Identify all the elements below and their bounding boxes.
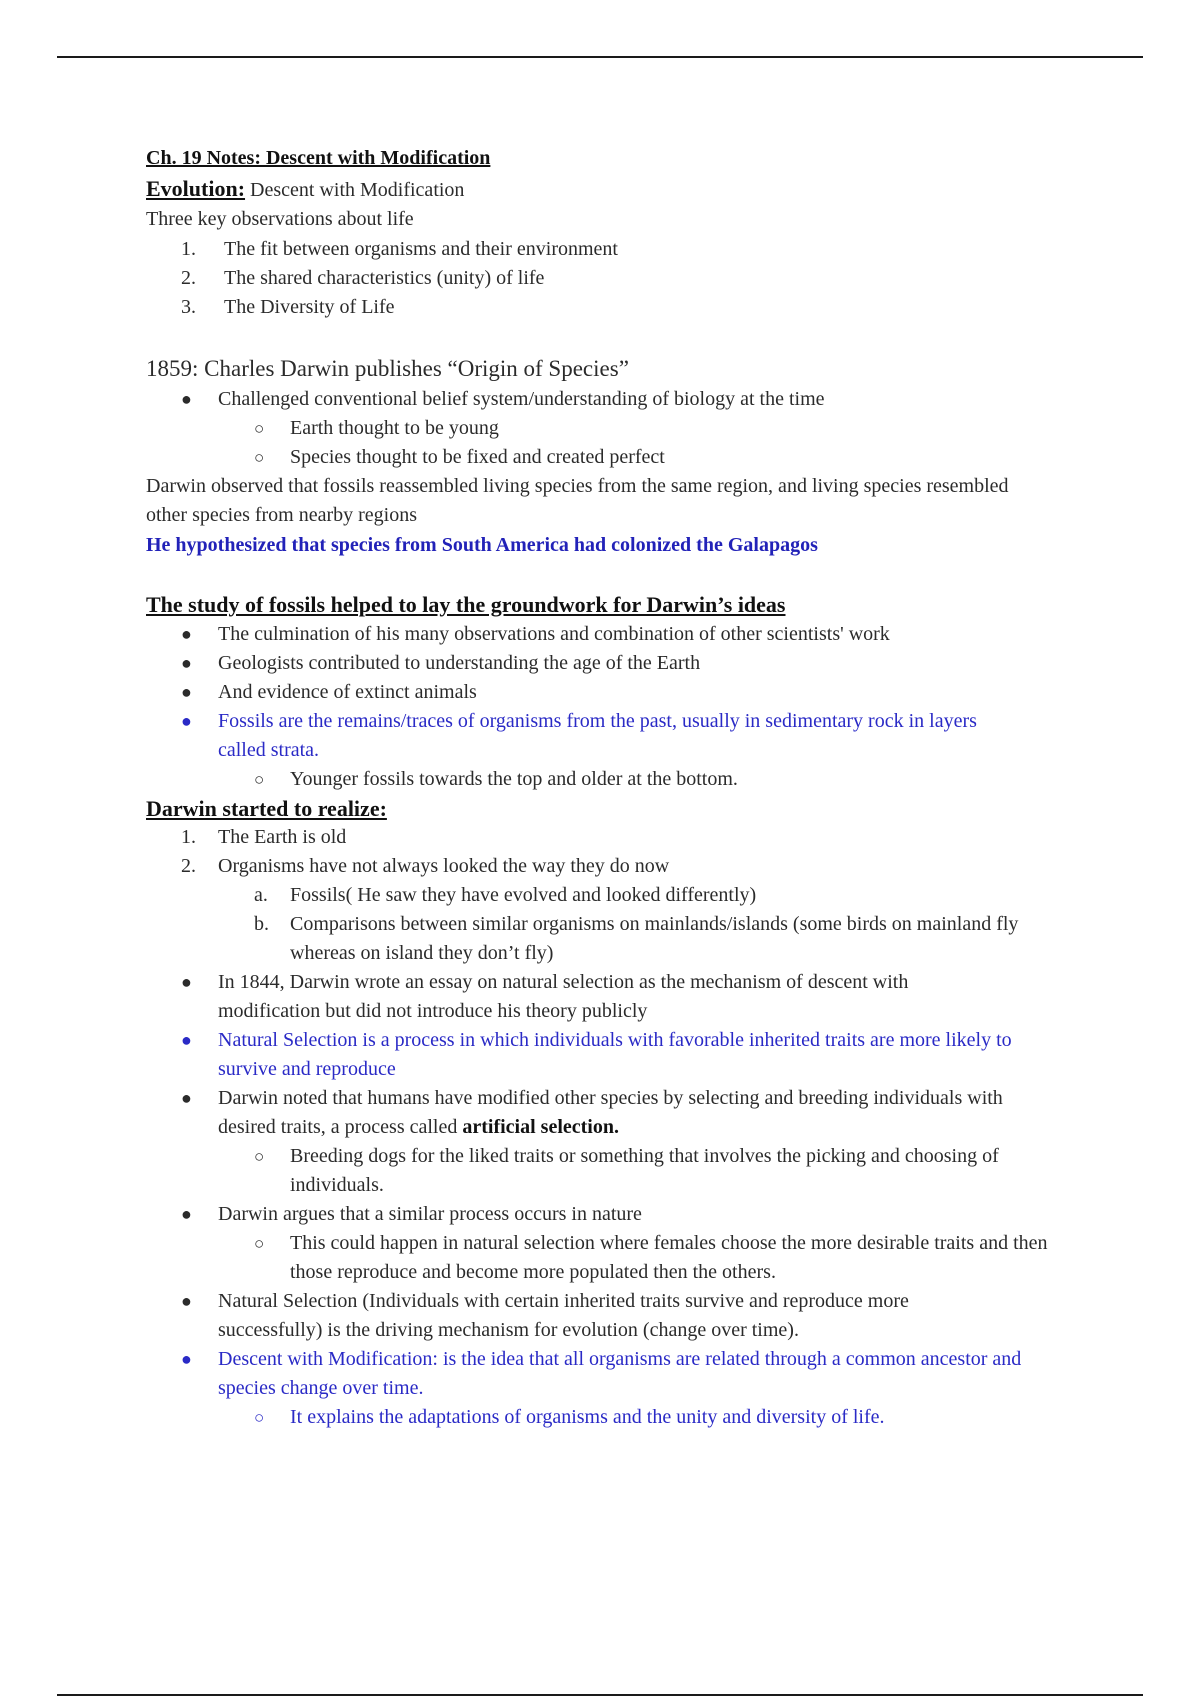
bullet-icon: ● <box>181 1204 192 1224</box>
list-item: ○ It explains the adaptations of organisms and the unity and diversity of life. <box>146 1403 1106 1432</box>
list-item: 2. Organisms have not always looked the way they do now <box>146 852 1106 881</box>
list-item: ● Natural Selection (Individuals with certain inherited traits survive and reproduce more successfully) is the driving mechanism for evolution (change over time). <box>146 1287 998 1345</box>
list-item: b. Comparisons between similar organisms on mainlands/islands (some birds on mainland fly whereas on island they don’t fly) <box>146 910 1060 968</box>
hypothesis-line: He hypothesized that species from South America had colonized the Galapagos <box>146 533 818 556</box>
list-item: ○ Younger fossils towards the top and older at the bottom. <box>146 765 1106 794</box>
bullet-icon: ● <box>181 388 192 409</box>
darwin-observed-paragraph: Darwin observed that fossils reassembled living species from the same region, and living species resembled other species from nearby regions <box>146 474 1009 526</box>
section-spacer <box>146 560 1106 590</box>
realize-heading: Darwin started to realize: <box>146 795 387 821</box>
list-item: a. Fossils( He saw they have evolved and looked differently) <box>146 881 1106 910</box>
list-marker: 2. <box>181 855 196 877</box>
bottom-rule <box>57 1694 1143 1696</box>
darwin-1859-list <box>146 385 1106 472</box>
list-item: ○ Earth thought to be young <box>146 414 1106 443</box>
list-marker: 1. <box>181 237 196 260</box>
circle-bullet-icon: ○ <box>254 1147 265 1166</box>
list-item: ● Darwin argues that a similar process occurs in nature <box>146 1200 1106 1229</box>
notes-page <box>146 144 1106 1432</box>
evolution-label: Evolution: <box>146 175 246 201</box>
bullet-icon: ● <box>181 1088 192 1108</box>
circle-bullet-icon: ○ <box>254 418 265 438</box>
bullet-icon: ● <box>181 972 192 992</box>
list-item: ● Descent with Modification: is the idea that all organisms are related through a common ancestor and species change over time. <box>146 1345 1028 1403</box>
list-item: ● And evidence of extinct animals <box>146 678 1106 707</box>
list-item: ● In 1844, Darwin wrote an essay on natural selection as the mechanism of descent with modification but did not introduce his theory publicly <box>146 968 1008 1026</box>
list-item: 1. The Earth is old <box>146 823 1106 852</box>
list-marker: 1. <box>181 826 196 848</box>
list-item: ● Darwin noted that humans have modified other species by selecting and breeding individuals with desired traits, a process called artificial selection. <box>146 1084 1048 1142</box>
list-marker: b. <box>254 913 269 935</box>
list-marker: 3. <box>181 295 196 318</box>
evolution-text: Descent with Modification <box>245 178 465 201</box>
circle-bullet-icon: ○ <box>254 769 265 789</box>
evolution-line <box>146 174 1106 206</box>
artificial-selection-term: artificial selection. <box>462 1116 619 1138</box>
observations-intro: Three key observations about life <box>146 208 414 230</box>
bullet-icon: ● <box>181 652 192 673</box>
circle-bullet-icon: ○ <box>254 447 265 467</box>
bullet-icon: ● <box>181 1349 192 1369</box>
bullet-icon: ● <box>181 1030 192 1050</box>
observations-list <box>146 235 1106 322</box>
list-item: 2. The shared characteristics (unity) of life <box>146 264 1106 293</box>
list-item: 1. The fit between organisms and their environment <box>146 235 1106 264</box>
section-spacer <box>146 322 1106 352</box>
selection-list <box>146 968 1106 1432</box>
fossils-list <box>146 620 1106 794</box>
list-item: 3. The Diversity of Life <box>146 293 1106 322</box>
bullet-icon: ● <box>181 623 192 644</box>
page-title: Ch. 19 Notes: Descent with Modification <box>146 147 491 169</box>
darwin-1859-heading: 1859: Charles Darwin publishes “Origin of Species” <box>146 355 629 381</box>
list-item: ● The culmination of his many observations and combination of other scientists' work <box>146 620 1106 649</box>
list-marker: a. <box>254 884 268 906</box>
list-item: ○ Breeding dogs for the liked traits or something that involves the picking and choosing of individuals. <box>146 1142 1060 1200</box>
list-item: ○ Species thought to be fixed and created perfect <box>146 443 1106 472</box>
list-item: ● Fossils are the remains/traces of organisms from the past, usually in sedimentary rock in layers called strata. <box>146 707 1008 765</box>
list-item: ● Geologists contributed to understanding the age of the Earth <box>146 649 1106 678</box>
list-item: ● Challenged conventional belief system/understanding of biology at the time <box>146 385 1106 414</box>
top-rule <box>57 56 1143 58</box>
circle-bullet-icon: ○ <box>254 1234 265 1253</box>
bullet-icon: ● <box>181 1291 192 1311</box>
circle-bullet-icon: ○ <box>254 1408 265 1427</box>
realize-list <box>146 823 1106 968</box>
list-item: ○ This could happen in natural selection where females choose the more desirable traits and then those reproduce and become more populated then the others. <box>146 1229 1070 1287</box>
list-item: ● Natural Selection is a process in which individuals with favorable inherited traits are more likely to survive and reproduce <box>146 1026 1028 1084</box>
fossils-heading: The study of fossils helped to lay the groundwork for Darwin’s ideas <box>146 592 786 617</box>
list-marker: 2. <box>181 266 196 289</box>
bullet-icon: ● <box>181 710 192 731</box>
bullet-icon: ● <box>181 681 192 702</box>
